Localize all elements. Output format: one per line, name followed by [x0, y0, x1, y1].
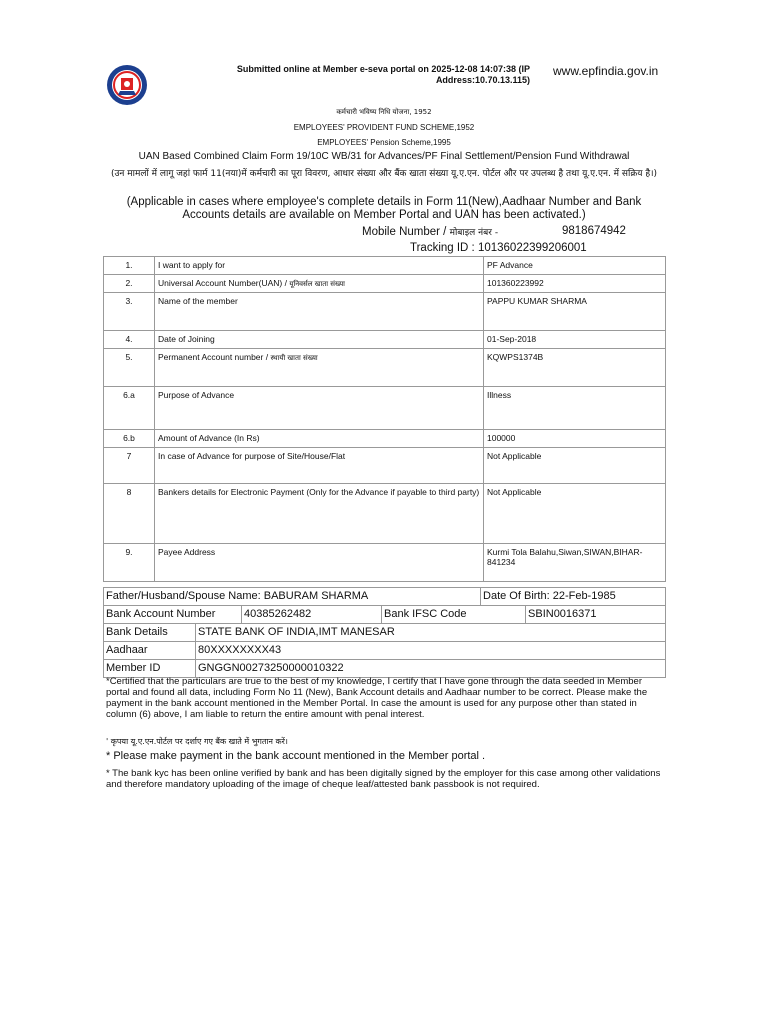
- bank-account-value: 40385262482: [242, 606, 382, 624]
- row-value: PF Advance: [484, 257, 666, 275]
- ifsc-value: SBIN0016371: [526, 606, 666, 624]
- row-label-english: Universal Account Number(UAN) /: [158, 278, 290, 288]
- member-id-label: Member ID: [104, 660, 196, 678]
- claim-details-table: [103, 256, 666, 582]
- table-row: [104, 484, 666, 544]
- row-number: 1.: [104, 257, 155, 275]
- certification-text: *Certified that the particulars are true to the best of my knowledge, I certify that I have gone through the data seeded in Member portal and found all data, including Form No 11 (New), Bank Account details and Aadhaar number to be correct. Please make the payment in the bank account mentioned in the Member Portal. In case the amount is used for any purpose other than stated in column (6) above, I am liable to return the entire amount with penal interest.: [106, 676, 648, 720]
- row-number: 3.: [104, 293, 155, 331]
- submission-info: Submitted online at Member e-seva portal on 2025-12-08 14:07:38 (IP Address:10.70.13.115): [236, 64, 530, 85]
- table-row: [104, 387, 666, 430]
- payment-note-hindi: ' कृपया यू.ए.एन.पोर्टल पर दर्शाए गए बैंक खाते में भुगतान करें।: [106, 737, 288, 746]
- table-row: [104, 588, 666, 606]
- row-value: 01-Sep-2018: [484, 331, 666, 349]
- table-row: [104, 430, 666, 448]
- pension-scheme-title: EMPLOYEES' Pension Scheme,1995: [317, 138, 451, 147]
- table-row: [104, 642, 666, 660]
- table-row: [104, 331, 666, 349]
- row-label: Name of the member: [155, 293, 484, 331]
- row-label: Payee Address: [155, 544, 484, 582]
- applicability-note-hindi: (उन मामलों में लागू जहां फार्म 11(नया)में कर्मचारी का पूरा विवरण, आधार संख्या और बैंक खाता संख्या यू.ए.एन. पोर्टल और पर उपलब्ध है तथा यू.ए.एन. में सक्रिय है।): [110, 169, 658, 179]
- father-name: Father/Husband/Spouse Name: BABURAM SHARMA: [104, 588, 481, 606]
- bank-details-table: [103, 587, 666, 678]
- kyc-note: * The bank kyc has been online verified by bank and has been digitally signed by the employer for this case among other validations and therefore mandatory uploading of the image of cheque leaf/attested bank passbook is not required.: [106, 768, 661, 790]
- row-value: 100000: [484, 430, 666, 448]
- row-number: 7: [104, 448, 155, 484]
- row-label-hindi: यूनिवर्सल खाता संख्या: [289, 280, 345, 288]
- table-row: [104, 606, 666, 624]
- row-number: 2.: [104, 275, 155, 293]
- mobile-number-value: 9818674942: [562, 225, 626, 237]
- form-title: UAN Based Combined Claim Form 19/10C WB/31 for Advances/PF Final Settlement/Pension Fund Withdrawal: [138, 151, 630, 162]
- row-value: Illness: [484, 387, 666, 430]
- table-row: [104, 275, 666, 293]
- row-value: Kurmi Tola Balahu,Siwan,SIWAN,BIHAR-841234: [484, 544, 666, 582]
- member-id-value: GNGGN00273250000010322: [196, 660, 666, 678]
- row-label: I want to apply for: [155, 257, 484, 275]
- table-row: [104, 257, 666, 275]
- row-value: KQWPS1374B: [484, 349, 666, 387]
- bank-details-label: Bank Details: [104, 624, 196, 642]
- ifsc-label: Bank IFSC Code: [382, 606, 526, 624]
- row-number: 5.: [104, 349, 155, 387]
- aadhaar-label: Aadhaar: [104, 642, 196, 660]
- table-row: [104, 544, 666, 582]
- row-value: 101360223992: [484, 275, 666, 293]
- row-number: 9.: [104, 544, 155, 582]
- epfo-logo: [106, 64, 148, 106]
- scheme-title-hindi: कर्मचारी भविष्य निधि योजना, 1952: [336, 108, 432, 116]
- table-row: [104, 624, 666, 642]
- row-label-hindi: स्थायी खाता संख्या: [270, 354, 318, 362]
- table-row: [104, 349, 666, 387]
- table-row: [104, 293, 666, 331]
- row-label: [155, 349, 484, 387]
- row-number: 8: [104, 484, 155, 544]
- bank-details-value: STATE BANK OF INDIA,IMT MANESAR: [196, 624, 666, 642]
- bank-account-label: Bank Account Number: [104, 606, 242, 624]
- mobile-label-hindi: मोबाइल नंबर -: [449, 228, 499, 238]
- row-number: 6.a: [104, 387, 155, 430]
- table-row: [104, 448, 666, 484]
- mobile-label-english: Mobile Number /: [362, 226, 447, 238]
- row-label: [155, 275, 484, 293]
- payment-note: * Please make payment in the bank account mentioned in the Member portal .: [106, 750, 486, 762]
- table-row: [104, 660, 666, 678]
- mobile-number-label: [362, 225, 498, 238]
- row-label: Date of Joining: [155, 331, 484, 349]
- row-value: Not Applicable: [484, 448, 666, 484]
- row-value: Not Applicable: [484, 484, 666, 544]
- website-link[interactable]: www.epfindia.gov.in: [553, 64, 659, 78]
- applicability-note: (Applicable in cases where employee's complete details in Form 11(New),Aadhaar Number and Bank Accounts details are available on Member Portal and UAN has been activated.): [126, 196, 642, 221]
- tracking-id: Tracking ID : 10136022399206001: [410, 242, 587, 254]
- row-label: Amount of Advance (In Rs): [155, 430, 484, 448]
- row-label: In case of Advance for purpose of Site/House/Flat: [155, 448, 484, 484]
- row-label: Bankers details for Electronic Payment (Only for the Advance if payable to third party): [155, 484, 484, 544]
- epf-scheme-title: EMPLOYEES' PROVIDENT FUND SCHEME,1952: [293, 123, 475, 132]
- row-number: 4.: [104, 331, 155, 349]
- date-of-birth: Date Of Birth: 22-Feb-1985: [481, 588, 666, 606]
- row-label: Purpose of Advance: [155, 387, 484, 430]
- row-label-english: Permanent Account number /: [158, 352, 271, 362]
- row-value: PAPPU KUMAR SHARMA: [484, 293, 666, 331]
- aadhaar-value: 80XXXXXXXX43: [196, 642, 666, 660]
- row-number: 6.b: [104, 430, 155, 448]
